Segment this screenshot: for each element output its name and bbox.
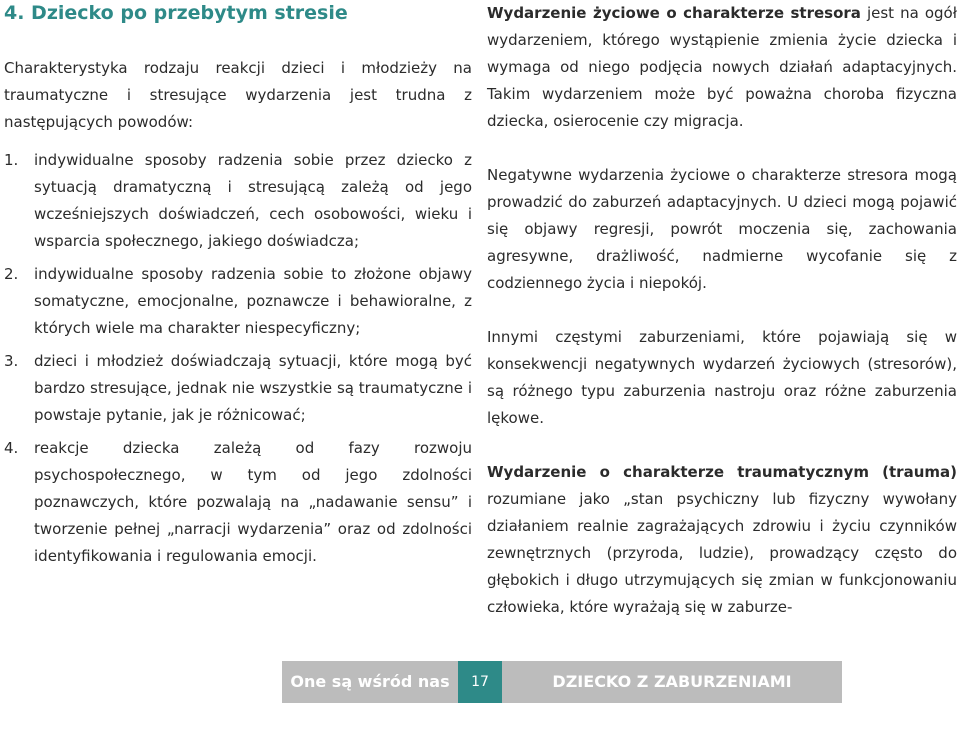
stressor-paragraph (487, 0, 957, 135)
list-item (4, 147, 472, 255)
list-item-number: 4. (4, 439, 19, 457)
trauma-definition: rozumiane jako „stan psychiczny lub fizyczny wywołany działaniem realnie zagrażających zdrowiu i życiu czynników zewnętrznych (przyroda, ludzie), prowadzący często do głębokich i długo utrzymujących się zmian w funkcjonowaniu człowieka, które wyrażają się w zaburze- (487, 490, 957, 616)
list-item-text: reakcje dziecka zależą od fazy rozwoju psychospołecznego, w tym od jego zdolności poznawczych, które pozwalają na „nadawanie sensu” i tworzenie pełnej „narracji wydarzenia” oraz od zdolności identyfikowania i regulowania emocji. (34, 439, 472, 565)
right-column (487, 0, 957, 621)
section-heading: 4. Dziecko po przebytym stresie (4, 2, 348, 24)
intro-paragraph: Charakterystyka rodzaju reakcji dzieci i młodzieży na traumatyczne i stresujące wydarzenia jest trudna z następujących powodów: (4, 59, 472, 131)
list-item-number: 2. (4, 265, 19, 283)
list-item (4, 435, 472, 570)
footer-left-label: One są wśród nas (282, 661, 458, 703)
list-item-text: indywidualne sposoby radzenia sobie to złożone objawy somatyczne, emocjonalne, poznawcze i behawioralne, z których wiele ma charakter niespecyficzny; (34, 265, 472, 337)
trauma-term: Wydarzenie o charakterze traumatycznym (trauma) (487, 463, 957, 481)
negative-events-paragraph: Negatywne wydarzenia życiowe o charakterze stresora mogą prowadzić do zaburzeń adaptacyjnych. U dzieci mogą pojawić się objawy regresji, powrót moczenia się, zachowania agresywne, drażliwość, nadmierne wycofanie się z codziennego życia i niepokój. (487, 166, 957, 292)
list-item (4, 348, 472, 429)
page-number: 17 (458, 661, 502, 703)
reasons-list (4, 147, 472, 570)
other-disorders-paragraph: Innymi częstymi zaburzeniami, które pojawiają się w konsekwencji negatywnych wydarzeń życiowych (stresorów), są różnego typu zaburzenia nastroju oraz różne zaburzenia lękowe. (487, 328, 957, 427)
stressor-definition: jest na ogół wydarzeniem, którego wystąpienie zmienia życie dziecka i wymaga od niego podjęcia nowych działań adaptacyjnych. Takim wydarzeniem może być poważna choroba fizyczna dziecka, osierocenie czy migracja. (487, 4, 957, 130)
list-item-number: 3. (4, 352, 19, 370)
stressor-term: Wydarzenie życiowe o charakterze stresora (487, 4, 861, 22)
list-item-number: 1. (4, 151, 19, 169)
left-column (4, 0, 472, 576)
list-item (4, 261, 472, 342)
trauma-paragraph (487, 459, 957, 621)
list-item-text: dzieci i młodzież doświadczają sytuacji, które mogą być bardzo stresujące, jednak nie wszystkie są traumatyczne i powstaje pytanie, jak je różnicować; (34, 352, 472, 424)
list-item-text: indywidualne sposoby radzenia sobie przez dziecko z sytuacją dramatyczną i stresującą zależą od jego wcześniejszych doświadczeń, cech osobowości, wieku i wsparcia społecznego, jakiego doświadcza; (34, 151, 472, 250)
footer-right-label: DZIECKO Z ZABURZENIAMI LĘKOWYMI (502, 661, 842, 703)
